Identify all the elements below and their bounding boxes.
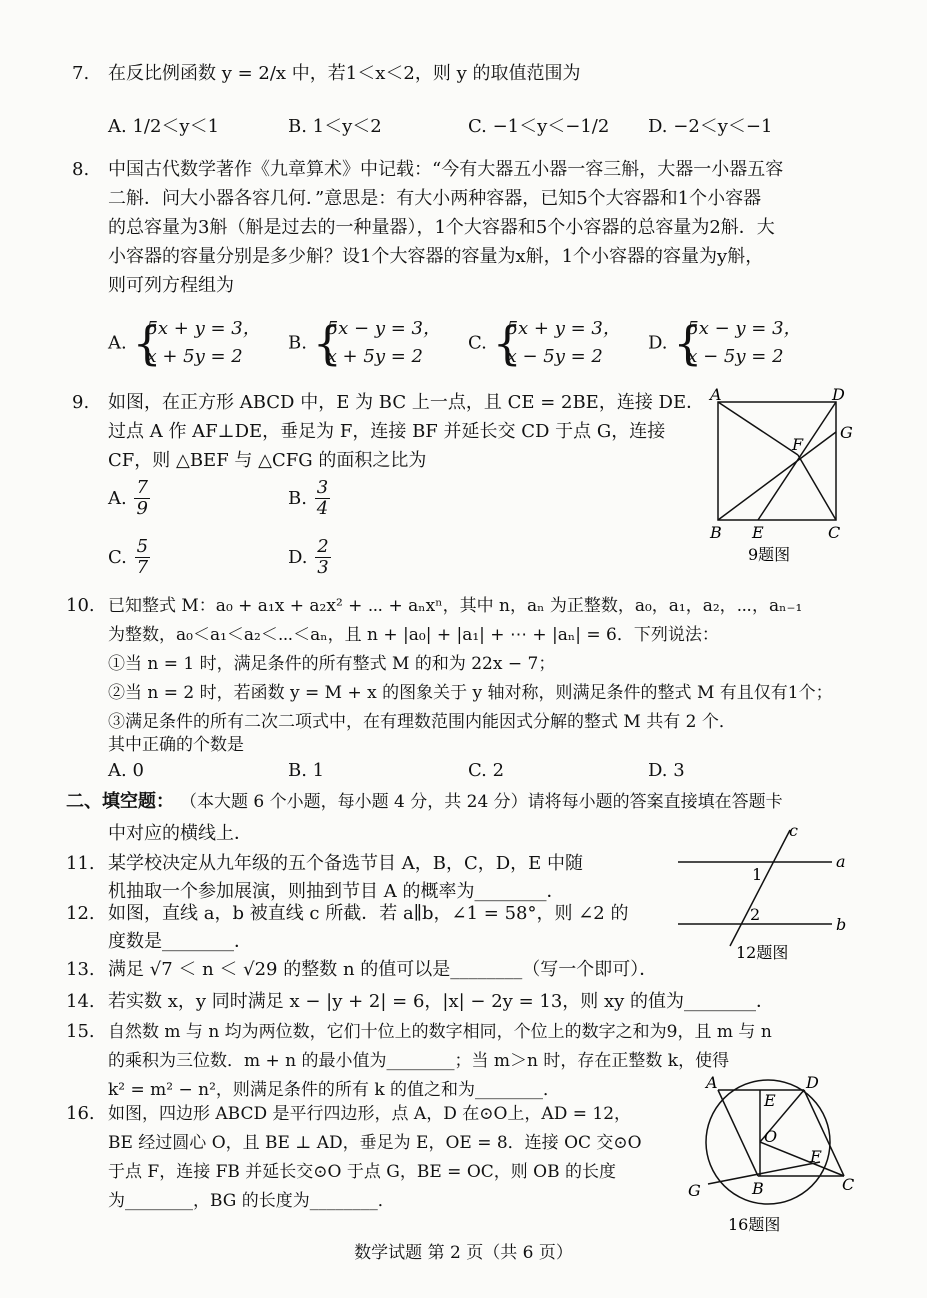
q9-option-c-label: C. [108,547,127,568]
q8-line-1: 中国古代数学著作《九章算术》中记载：“今有大器五小器一容三斛，大器一小器五容 [108,159,784,180]
q9-option-c-fraction [135,537,150,578]
q10-line-3: ①当 n = 1 时，满足条件的所有整式 M 的和为 22x − 7； [108,654,556,674]
q13-number: 13. [66,959,95,980]
q16-number: 16. [66,1103,95,1124]
q9-option-a [108,478,152,519]
q15-line-3: k² = m² − n²，则满足条件的所有 k 的值之和为________． [108,1080,561,1100]
q9-line-2: 过点 A 作 AF⊥DE，垂足为 F，连接 BF 并延长交 CD 于点 G，连接 [108,421,666,442]
q16-point-e: E [764,1091,776,1110]
q16-line-3: 于点 F，连接 FB 并延长交⊙O 于点 G，BE = OC，则 OB 的长度 [108,1162,616,1182]
q10-number: 10. [66,595,95,616]
q8-option-a-system: { 5x + y = 3， x + 5y = 2 [132,316,261,370]
q14-number: 14. [66,991,95,1012]
q8-option-c-eq2: x − 5y = 2 [506,346,603,367]
q8-option-d-system: { 5x − y = 3， x − 5y = 2 [673,316,802,370]
q10-option-a: A. 0 [108,760,144,781]
q7-option-b: B. 1＜y＜2 [288,116,382,137]
q16-point-c: C [842,1175,855,1194]
q9-option-b [288,478,332,519]
q12-figure [672,822,862,962]
q8-option-d-eq2: x − 5y = 2 [687,346,784,367]
q9-option-d-denominator: 3 [317,557,329,578]
q15-number: 15. [66,1021,95,1042]
q9-option-a-fraction [134,478,149,519]
q12-label-c: c [789,822,798,840]
q9-segment-bg [718,432,836,520]
q9-option-b-fraction [315,478,330,519]
q9-number: 9. [72,392,90,413]
q16-point-g: G [688,1181,701,1200]
q9-point-e: E [752,523,764,542]
q8-option-a-eq2: x + 5y = 2 [146,346,243,367]
section2-line-2: 中对应的横线上． [108,823,252,844]
q7-stem-text: 在反比例函数 y = 2/x 中，若1＜x＜2，则 y 的取值范围为 [108,63,581,84]
q12-line-c [730,830,790,946]
q16-point-d: D [806,1073,819,1092]
q9-option-c [108,537,152,578]
q8-option-b [288,315,441,371]
q9-line-1: 如图，在正方形 ABCD 中，E 为 BC 上一点，且 CE = 2BE，连接 DE． [108,392,705,413]
q8-option-d-eq1: 5x − y = 3， [687,318,802,339]
q9-line-3: CF，则 △BEF 与 △CFG 的面积之比为 [108,450,427,471]
q16-figure [680,1072,860,1238]
q10-option-c: C. 2 [468,760,505,781]
q9-option-c-numerator: 5 [136,536,149,557]
q8-option-d-label: D. [648,332,668,354]
q16-figure-caption: 16题图 [728,1215,781,1234]
q7-option-c: C. −1＜y＜−1/2 [468,116,610,137]
q12-label-b: b [836,915,847,934]
q12-line-2: 度数是________． [108,931,252,952]
q12-number: 12. [66,903,95,924]
section2-line-1: （本大题 6 个小题，每小题 4 分，共 24 分）请将每小题的答案直接填在答题卡 [180,792,783,812]
q10-line-6: 其中正确的个数是 [108,735,244,755]
q7-number: 7. [72,63,90,84]
q15-line-2: 的乘积为三位数．m + n 的最小值为________；当 m＞n 时，存在正整数 k，使得 [108,1051,730,1071]
q12-label-angle2: 2 [750,905,761,924]
q9-point-c: C [828,523,841,542]
q8-option-b-label: B. [288,332,307,354]
section2-title: 二、填空题： [66,791,174,812]
q8-option-a-eq1: 5x + y = 3， [146,318,261,339]
q9-option-d-label: D. [288,547,308,568]
q8-line-3: 的总容量为3斛（斛是过去的一种量器），1个大容器和5个小容器的总容量为2斛．大 [108,217,775,238]
q8-option-c-label: C. [468,332,487,354]
q8-line-4: 小容器的容量分别是多少斛？设1个大容器的容量为x斛，1个小容器的容量为y斛， [108,246,764,267]
q10-option-d: D. 3 [648,760,685,781]
q12-figure-caption: 12题图 [736,943,789,962]
q8-option-d [648,315,802,371]
q8-option-c-system: { 5x + y = 3， x − 5y = 2 [492,316,621,370]
q9-figure [700,388,870,568]
q7-stem [108,60,580,88]
q10-line-4: ②当 n = 2 时，若函数 y = M + x 的图象关于 y 轴对称，则满足条件的整式 M 有且仅有1个； [108,683,833,703]
q9-segment-af [718,402,798,455]
q9-option-d-numerator: 2 [317,536,329,557]
q16-line-4: 为________，BG 的长度为________． [108,1191,395,1211]
q9-segment-cf [798,455,836,520]
q9-point-d: D [832,388,845,404]
q9-figure-caption: 9题图 [748,545,791,564]
q10-line-2: 为整数，a₀＜a₁＜a₂＜⋯＜aₙ，且 n + |a₀| + |a₁| + ⋯ + |aₙ| = 6．下列说法： [108,625,719,645]
q16-segment-ab [718,1090,758,1176]
q8-number: 8. [72,159,90,180]
q16-point-o: O [764,1127,778,1146]
q9-option-b-numerator: 3 [316,477,329,498]
q9-square-abcd [718,402,836,520]
q10-line-5: ③满足条件的所有二次二项式中，在有理数范围内能因式分解的整式 M 共有 2 个． [108,712,736,732]
q16-point-b: B [752,1179,764,1198]
q10-option-b: B. 1 [288,760,325,781]
page-footer: 数学试题 第 2 页（共 6 页） [354,1243,573,1263]
q9-point-b: B [710,523,722,542]
q16-line-2: BE 经过圆心 O，且 BE ⊥ AD，垂足为 E，OE = 8．连接 OC 交⊙O [108,1133,642,1153]
q8-option-c-eq1: 5x + y = 3， [506,318,621,339]
q9-point-a: A [710,388,722,404]
q16-line-1: 如图，四边形 ABCD 是平行四边形，点 A，D 在⊙O上，AD = 12， [108,1104,632,1124]
q8-line-2: 二斛．问大小器各容几何．”意思是：有大小两种容器，已知5个大容器和1个小容器 [108,188,762,209]
q8-option-b-eq2: x + 5y = 2 [326,346,423,367]
q7-option-d: D. −2＜y＜−1 [648,116,773,137]
q9-option-b-label: B. [288,488,307,509]
q9-option-a-label: A. [108,488,127,509]
q11-line-2: 机抽取一个参加展演，则抽到节目 A 的概率为________． [108,881,565,902]
q8-option-a-label: A. [108,332,127,354]
q16-point-a: A [706,1073,718,1092]
q9-option-b-denominator: 4 [316,498,329,519]
q10-line-1: 已知整式 M：a₀ + a₁x + a₂x² + ⋯ + aₙxⁿ，其中 n，aₙ 为正整数，a₀，a₁，a₂，⋯，aₙ₋₁ [108,596,803,616]
q8-option-b-system: { 5x − y = 3， x + 5y = 2 [312,316,441,370]
q15-line-1: 自然数 m 与 n 均为两位数，它们十位上的数字相同，个位上的数字之和为9，且 m 与 n [108,1022,772,1042]
q9-option-d [288,537,333,578]
q16-point-f: F [810,1147,822,1166]
q12-label-a: a [836,852,846,871]
q9-point-g: G [840,423,853,442]
q9-option-d-fraction [315,537,330,578]
q12-label-angle1: 1 [752,865,763,884]
q14-line: 若实数 x，y 同时满足 x − |y + 2| = 6，|x| − 2y = 13，则 xy 的值为________． [108,991,775,1012]
q11-number: 11. [66,853,95,874]
q9-option-a-numerator: 7 [136,477,148,498]
q12-line-1: 如图，直线 a，b 被直线 c 所截．若 a∥b，∠1 = 58°，则 ∠2 的 [108,903,629,924]
q8-line-5: 则可列方程组为 [108,275,234,296]
q11-line-1: 某学校决定从九年级的五个备选节目 A，B，C，D，E 中随 [108,853,584,874]
q16-segment-fg [708,1162,820,1184]
q9-option-a-denominator: 9 [136,498,148,519]
q8-option-c [468,315,621,371]
q8-option-b-eq1: 5x − y = 3， [326,318,441,339]
q9-option-c-denominator: 7 [136,557,149,578]
q8-option-a [108,315,261,371]
q13-line: 满足 √7 ＜ n ＜ √29 的整数 n 的值可以是________（写一个即可）． [108,959,658,980]
q9-point-f: F [792,435,804,454]
q7-option-a: A. 1/2＜y＜1 [108,116,220,137]
